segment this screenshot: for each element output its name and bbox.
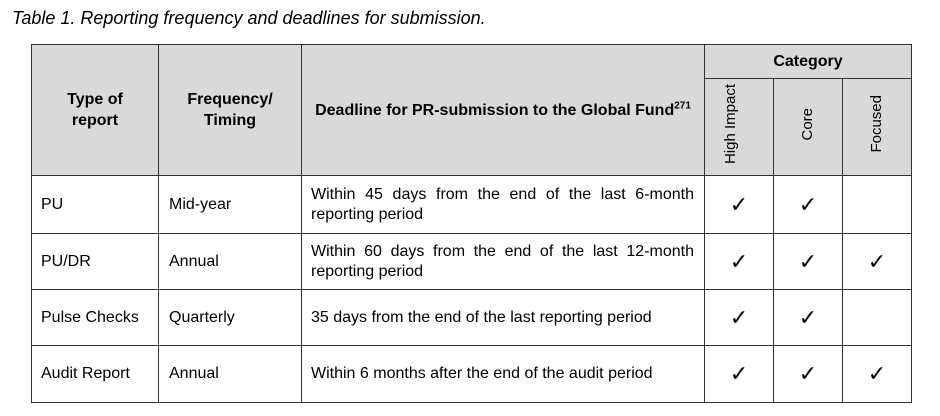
check-icon: ✓ <box>798 361 818 386</box>
check-icon: ✓ <box>729 361 749 386</box>
cell-high-impact <box>705 176 774 234</box>
header-high-impact <box>705 79 774 176</box>
cell-core <box>774 234 843 290</box>
check-icon: ✓ <box>798 191 818 217</box>
header-frequency <box>159 45 302 176</box>
cell-focused <box>843 290 912 346</box>
header-core-label: Core <box>799 107 816 141</box>
cell-focused <box>843 176 912 234</box>
table-row <box>32 234 912 290</box>
cell-type: Pulse Checks <box>32 290 159 346</box>
header-deadline-label <box>308 100 698 121</box>
cell-high-impact <box>705 346 774 403</box>
check-icon: ✓ <box>867 361 887 386</box>
cell-type: PU/DR <box>32 234 159 290</box>
cell-type: Audit Report <box>32 346 159 403</box>
header-core <box>774 79 843 176</box>
header-frequency-label: Frequency/ Timing <box>187 91 273 129</box>
cell-focused <box>843 234 912 290</box>
header-type-label: Type of report <box>67 91 123 129</box>
cell-deadline: Within 60 days from the end of the last 12-month reporting period <box>302 234 705 290</box>
header-focused <box>843 79 912 176</box>
cell-deadline: Within 6 months after the end of the audit period <box>302 346 705 403</box>
cell-focused <box>843 346 912 403</box>
cell-frequency: Annual <box>159 234 302 290</box>
header-deadline-footnote: 271 <box>674 100 691 112</box>
cell-core <box>774 346 843 403</box>
check-icon: ✓ <box>867 248 887 274</box>
cell-deadline: 35 days from the end of the last reporting period <box>302 290 705 346</box>
cell-frequency: Annual <box>159 346 302 403</box>
reporting-table <box>31 44 912 403</box>
header-category: Category <box>705 45 912 79</box>
table-row <box>32 290 912 346</box>
check-icon: ✓ <box>729 304 749 330</box>
cell-high-impact <box>705 290 774 346</box>
header-deadline <box>302 45 705 176</box>
check-icon: ✓ <box>729 191 749 217</box>
check-icon: ✓ <box>798 304 818 330</box>
table-row <box>32 346 912 403</box>
cell-frequency: Mid-year <box>159 176 302 234</box>
header-focused-label: Focused <box>868 95 885 153</box>
header-deadline-text: Deadline for PR-submission to the Global Fund <box>315 101 675 119</box>
cell-frequency: Quarterly <box>159 290 302 346</box>
cell-high-impact <box>705 234 774 290</box>
table-caption: Table 1. Reporting frequency and deadlines for submission. <box>12 8 486 28</box>
table-row <box>32 176 912 234</box>
header-high-impact-label: High Impact <box>722 83 739 165</box>
cell-type: PU <box>32 176 159 234</box>
cell-core <box>774 176 843 234</box>
check-icon: ✓ <box>798 248 818 274</box>
cell-deadline: Within 45 days from the end of the last 6-month reporting period <box>302 176 705 234</box>
cell-core <box>774 290 843 346</box>
check-icon: ✓ <box>729 248 749 274</box>
header-type <box>32 45 159 176</box>
